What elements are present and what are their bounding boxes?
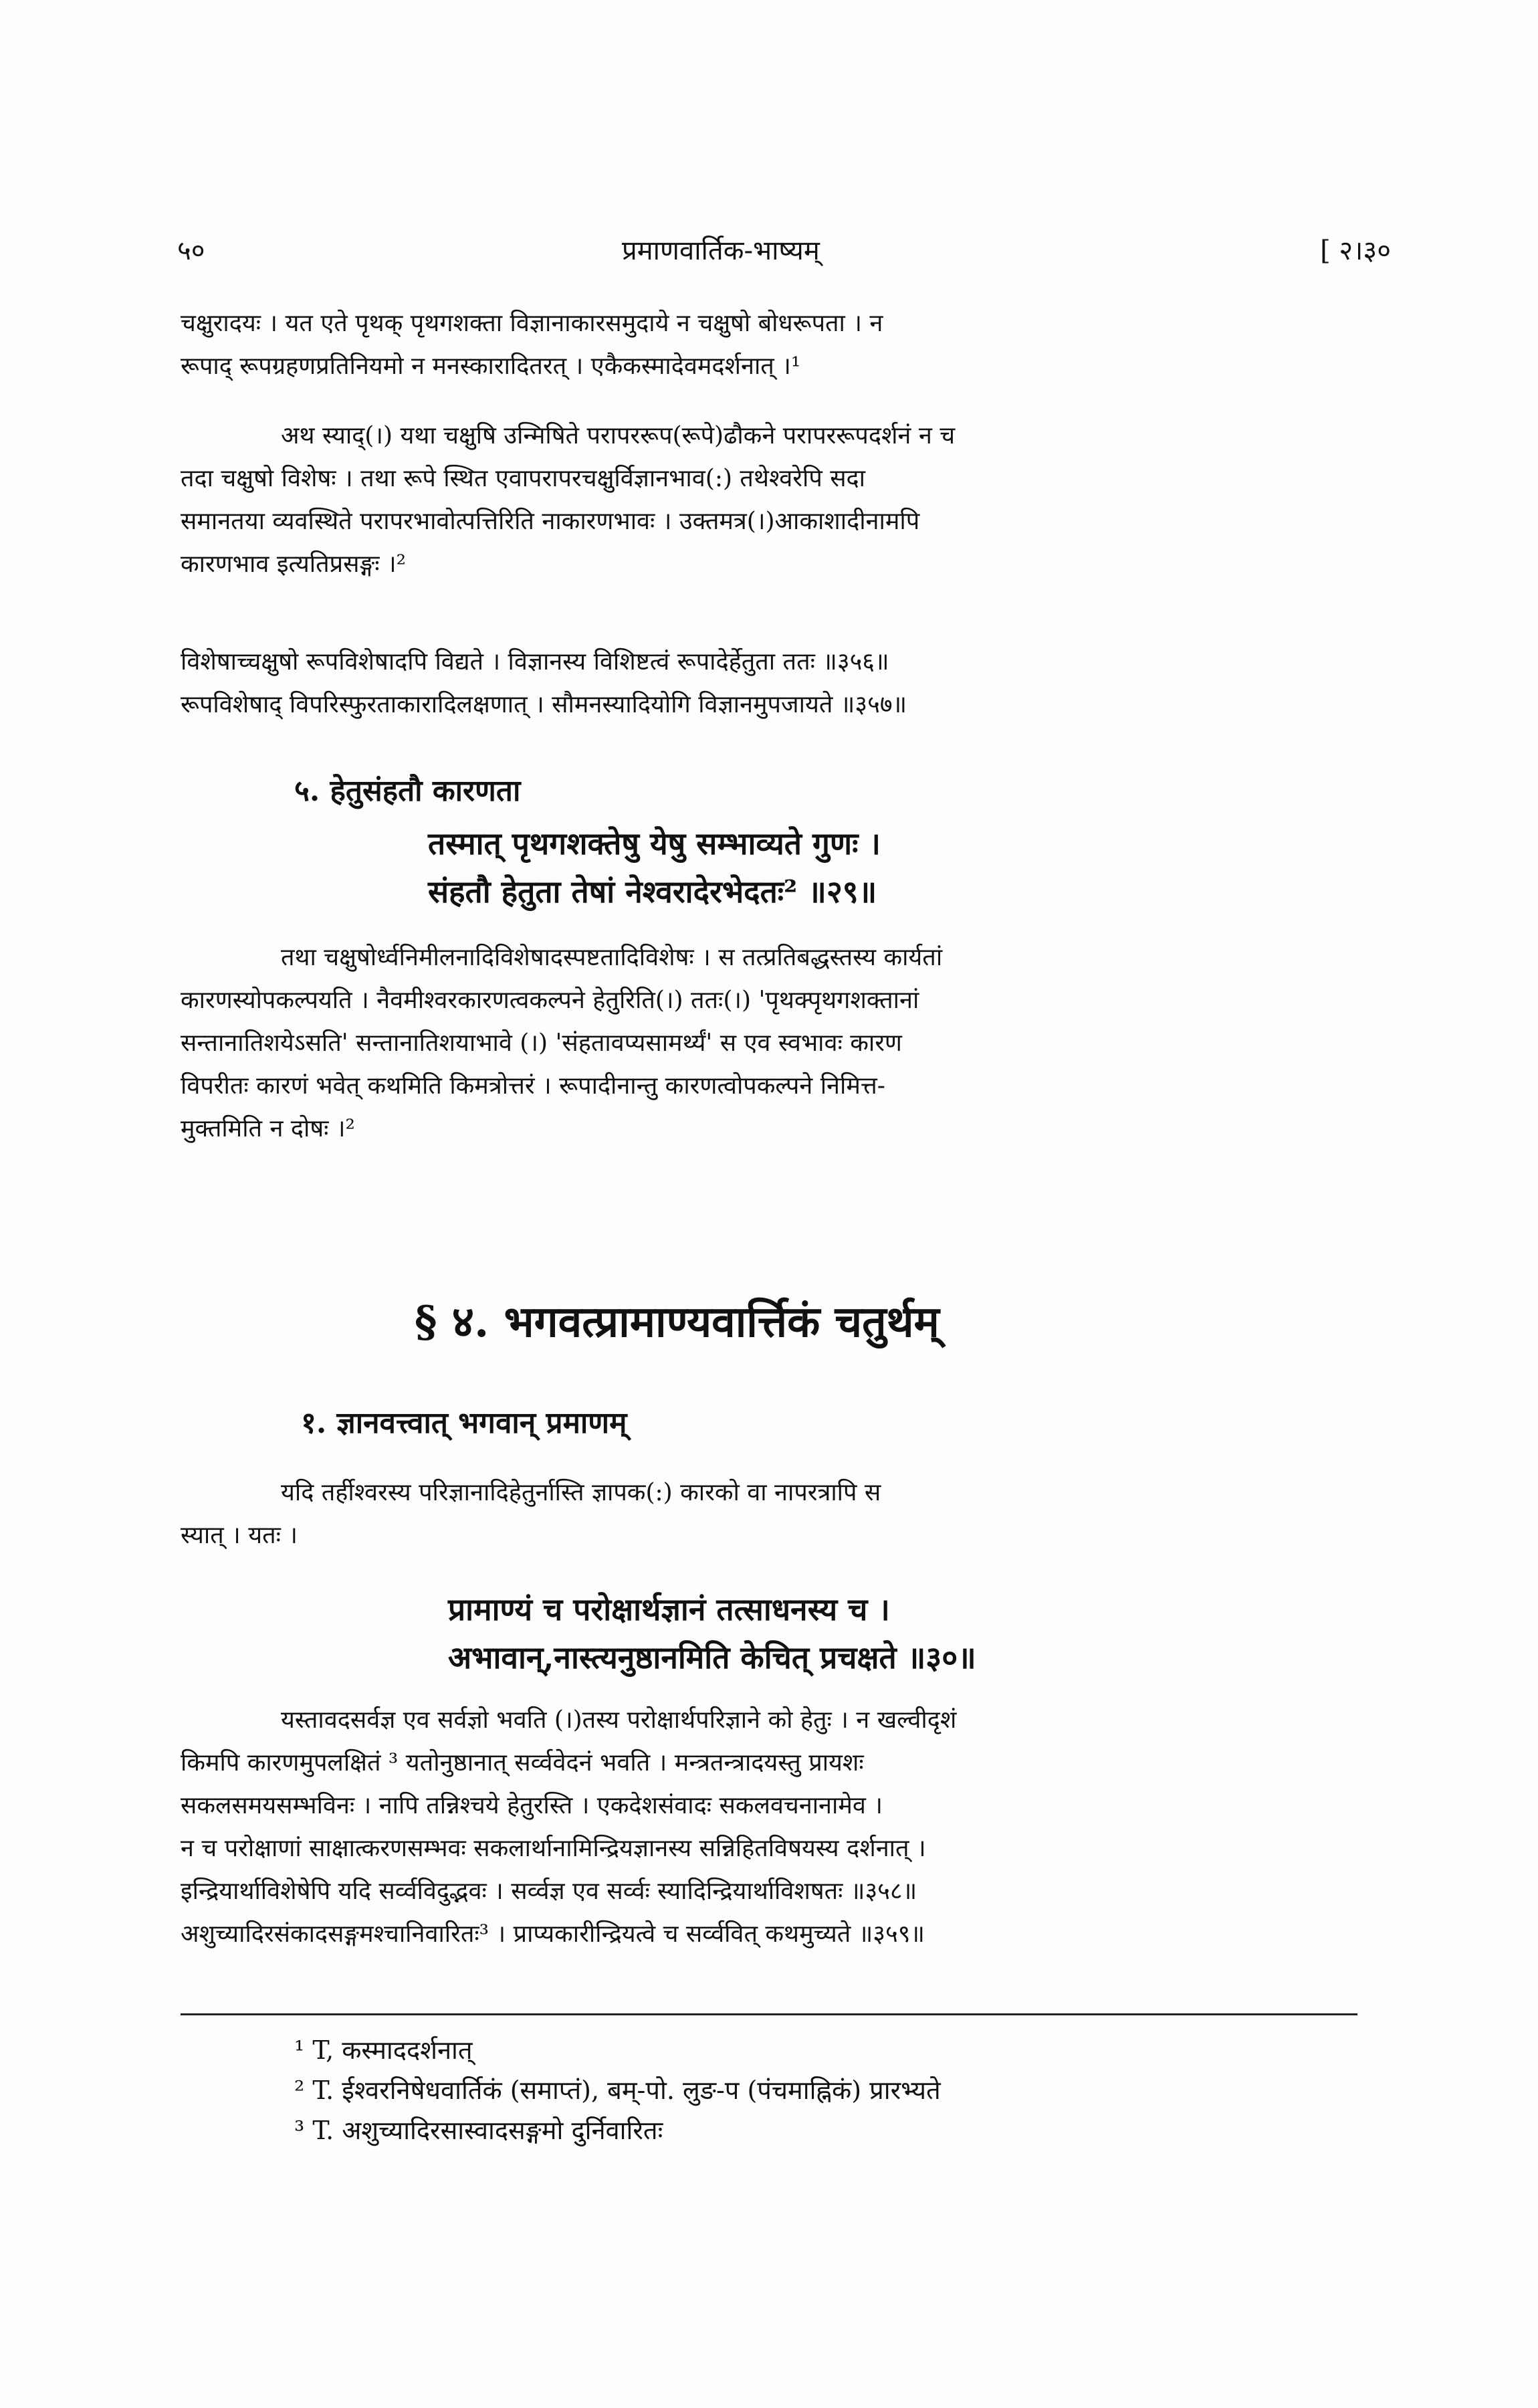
verse-line: प्रामाण्यं च परोक्षार्थज्ञानं तत्साधनस्य च । <box>448 1591 890 1627</box>
text-line: विपरीतः कारणं भवेत् कथमिति किमत्रोत्तरं । रूपादीनान्तु कारणत्वोपकल्पने निमित्त- <box>181 1072 885 1100</box>
verse-2 <box>448 1585 976 1682</box>
text-line: इन्द्रियार्थाविशेषेपि यदि सर्व्वविदुद्भवः । सर्व्वज्ञ एव सर्व्वः स्यादिन्द्रियार्थाविशषतः ॥३५८॥ <box>181 1878 917 1905</box>
paragraph-4 <box>181 1472 1357 1557</box>
footnote: ² T. ईश्वरनिषेधवार्तिकं (समाप्तं), बम्-पो. लुङ-प (पंचमाह्निकं) प्रारभ्यते <box>294 2076 941 2105</box>
text-line: न च परोक्षाणां साक्षात्करणसम्भवः सकलार्थानामिन्द्रियज्ञानस्य सन्निहितविषयस्य दर्शनात् । <box>181 1835 926 1862</box>
verse-line: तस्मात् पृथगशक्तेषु येषु सम्भाव्यते गुणः । <box>428 825 881 862</box>
subheading-1: ५. हेतुसंहतौ कारणता <box>294 774 521 808</box>
paragraph-1 <box>181 302 1357 388</box>
paragraph-5 <box>181 1699 1357 1956</box>
text-line: यदि तर्हीश्वरस्य परिज्ञानादिहेतुर्नास्ति ज्ञापक(:) कारको वा नापरत्रापि स <box>281 1479 881 1506</box>
text-line: अथ स्याद्(।) यथा चक्षुषि उन्मिषिते परापररूप(रूपे)ढौकने परापररूपदर्शनं न च <box>281 422 956 449</box>
section-reference: [ २।३० <box>1320 235 1391 266</box>
text-line: तदा चक्षुषो विशेषः । तथा रूपे स्थित एवापरापरचक्षुर्विज्ञानभाव(:) तथेश्वरेपि सदा <box>181 465 865 492</box>
text-line: यस्तावदसर्वज्ञ एव सर्वज्ञो भवति (।)तस्य परोक्षार्थपरिज्ञाने को हेतुः । न खल्वीदृशं <box>281 1706 957 1734</box>
verse-1 <box>428 819 881 916</box>
running-title: प्रमाणवार्तिक-भाष्यम् <box>622 235 820 266</box>
karika-block-1 <box>181 641 1357 726</box>
running-header <box>167 231 1391 284</box>
text-line: चक्षुरादयः । यत एते पृथक् पृथगशक्ता विज्ञानाकारसमुदाये न चक्षुषो बोधरूपता । न <box>181 310 883 337</box>
text-line: अशुच्यादिरसंकादसङ्गमश्चानिवारितः³ । प्राप्यकारीन्द्रियत्वे च सर्व्ववित् कथमुच्यते ॥३५९॥ <box>181 1920 925 1948</box>
subheading-2: १. ज्ञानवत्त्वात् भगवान् प्रमाणम् <box>301 1406 627 1440</box>
text-line: मुक्तमिति न दोषः ।² <box>181 1115 355 1142</box>
footnote: ³ T. अशुच्यादिरसास्वादसङ्गमो दुर्निवारितः <box>294 2116 663 2145</box>
text-line: तथा चक्षुषोर्ध्वनिमीलनादिविशेषादस्पष्टतादिविशेषः । स तत्प्रतिबद्धस्तस्य कार्यतां <box>281 944 943 971</box>
paragraph-3 <box>181 936 1357 1150</box>
text-line: रूपविशेषाद् विपरिस्फुरताकारादिलक्षणात् । सौमनस्यादियोगि विज्ञानमुपजायते ॥३५७॥ <box>181 691 907 718</box>
verse-line: संहतौ हेतुता तेषां नेश्वरादेरभेदतः² ॥२९॥ <box>428 874 877 910</box>
text-line: कारणस्योपकल्पयति । नैवमीश्वरकारणत्वकल्पने हेतुरिति(।) ततः(।) 'पृथक्पृथगशक्तानां <box>181 987 919 1014</box>
footnotes <box>294 2030 941 2150</box>
text-line: किमपि कारणमुपलक्षितं ³ यतोनुष्ठानात् सर्व्ववेदनं भवति । मन्त्रतन्त्रादयस्तु प्रायशः <box>181 1749 864 1777</box>
footnote-rule <box>181 2013 1357 2015</box>
section-title: § ४. भगवत्प्रामाण्यवार्त्तिकं चतुर्थम् <box>415 1297 940 1347</box>
text-line: विशेषाच्चक्षुषो रूपविशेषादपि विद्यते । विज्ञानस्य विशिष्टत्वं रूपादेर्हेतुता ततः ॥३५६॥ <box>181 648 889 676</box>
paragraph-2 <box>181 415 1357 586</box>
text-line: स्यात् । यतः । <box>181 1522 298 1549</box>
text-line: रूपाद् रूपग्रहणप्रतिनियमो न मनस्कारादितरत् । एकैकस्मादेवमदर्शनात् ।¹ <box>181 353 801 380</box>
text-line: समानतया व्यवस्थिते परापरभावोत्पत्तिरिति नाकारणभावः । उक्तमत्र(।)आकाशादीनामपि <box>181 508 920 535</box>
footnote: ¹ T, कस्माददर्शनात् <box>294 2035 473 2065</box>
page-number: ५० <box>177 235 205 266</box>
text-line: सन्तानातिशयेऽसति' सन्तानातिशयाभावे (।) 'संहतावप्यसामर्थ्यं' स एव स्वभावः कारण <box>181 1029 902 1057</box>
text-line: कारणभाव इत्यतिप्रसङ्गः ।² <box>181 550 407 578</box>
text-line: सकलसमयसम्भविनः । नापि तन्निश्चये हेतुरस्ति । एकदेशसंवादः सकलवचनानामेव । <box>181 1792 883 1819</box>
verse-line: अभावान्,नास्त्यनुष्ठानमिति केचित् प्रचक्षते ॥३०॥ <box>448 1639 976 1676</box>
